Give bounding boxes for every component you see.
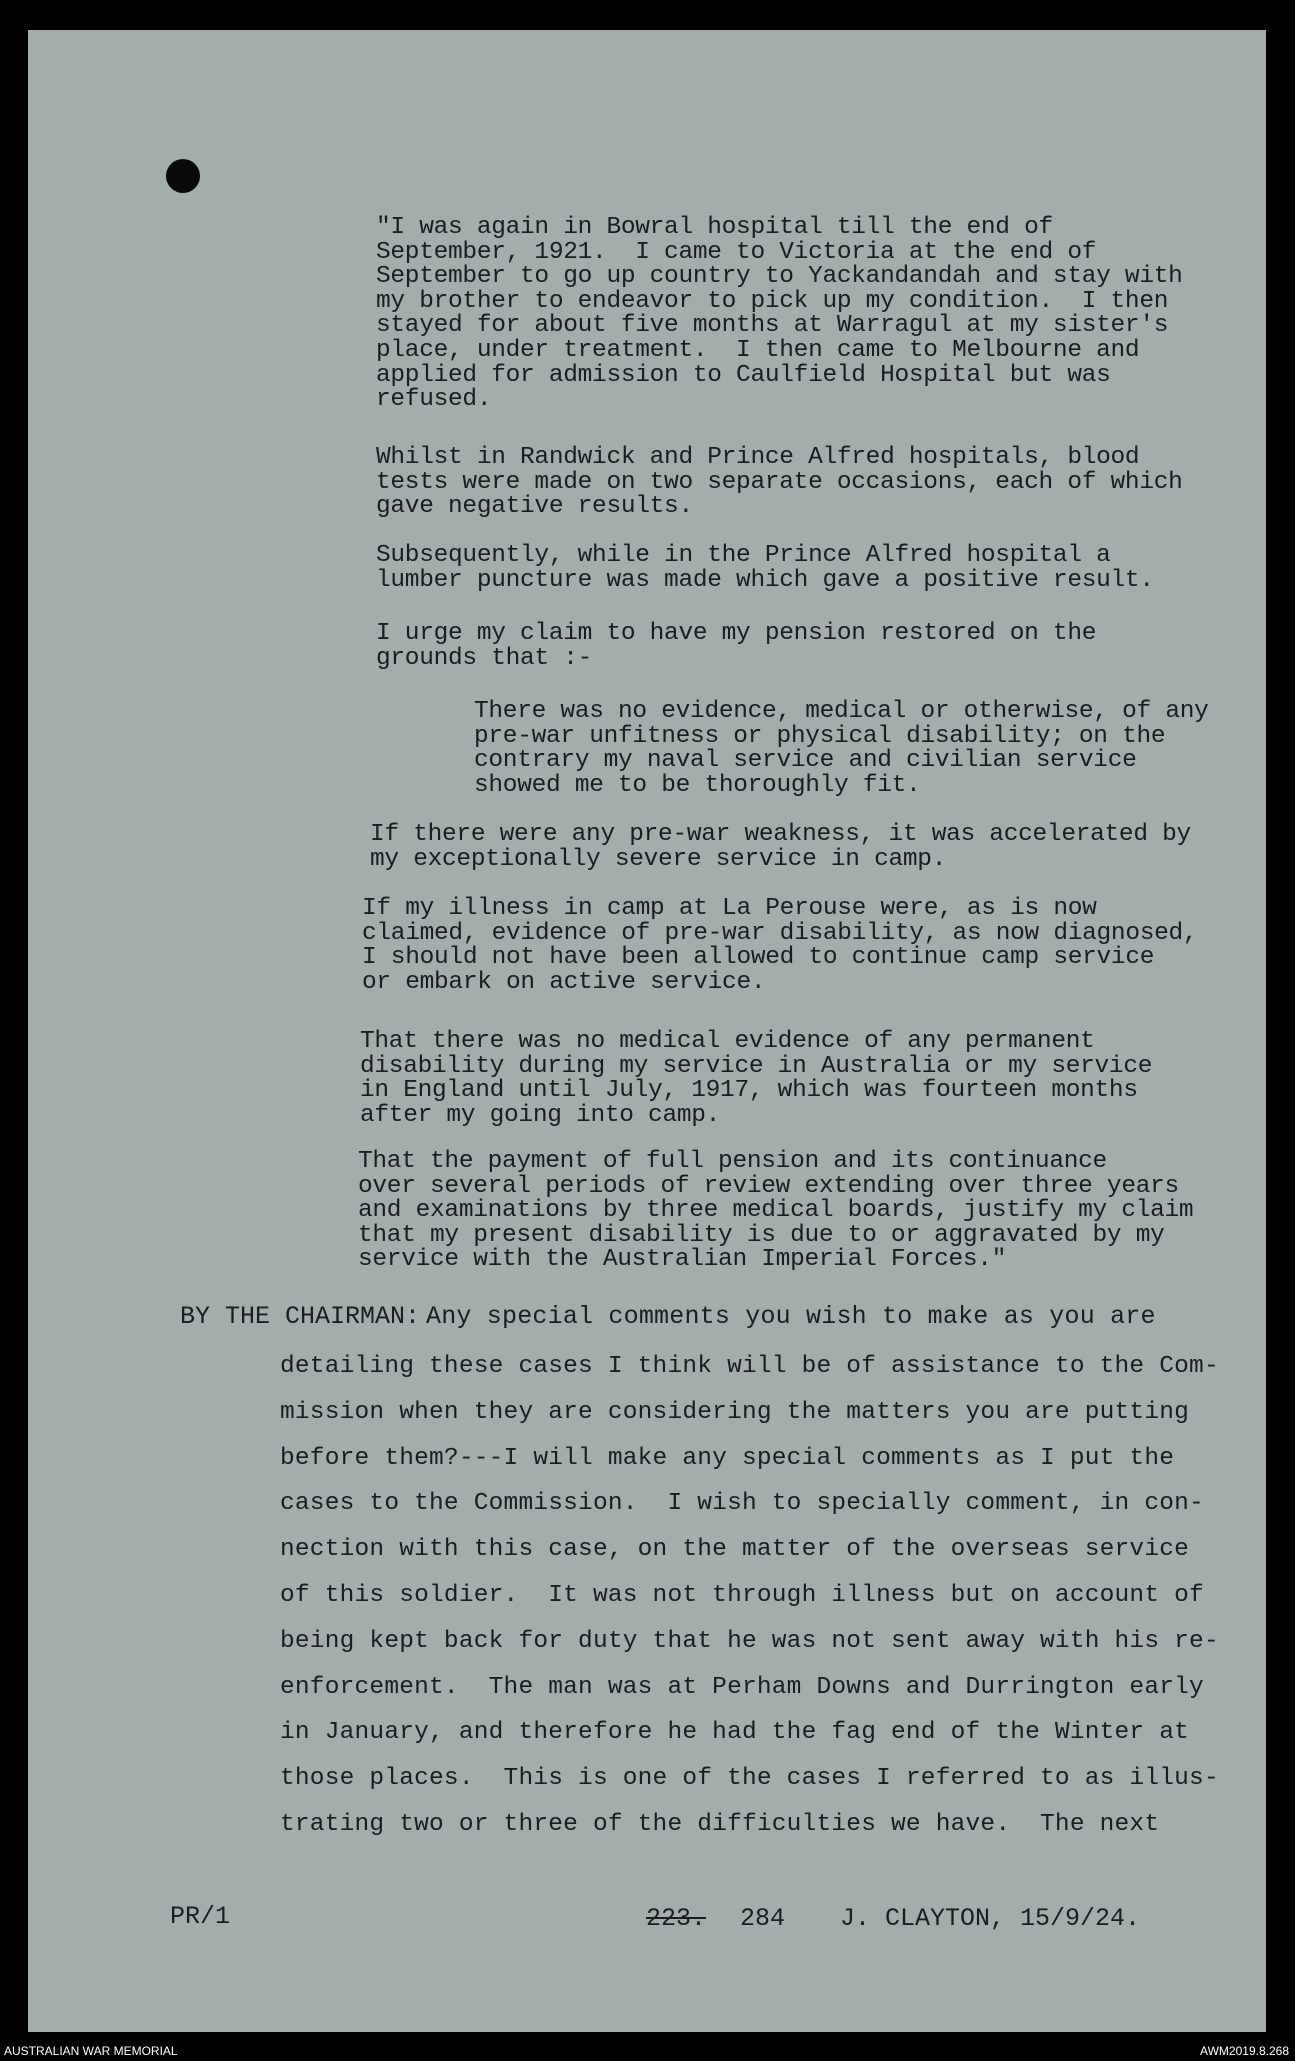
punch-hole (166, 159, 200, 193)
claim-ground-3: If my illness in camp at La Perouse were, as is now claimed, evidence of pre-war disability, as now diagnosed, I should not have been allowed to continue camp service or embark on active service. (362, 895, 1198, 996)
footer-struck-page-number: 223. (646, 1904, 707, 1933)
archive-right-label: AWM2019.8.268 (1200, 2044, 1289, 2058)
archive-footer-bar (0, 2039, 1295, 2061)
claim-ground-2: If there were any pre-war weakness, it was accelerated by my exceptionally severe service in camp. (370, 821, 1191, 873)
chairman-question-first-line: Any special comments you wish to make as you are (426, 1302, 1156, 1331)
chairman-discussion-body: detailing these cases I think will be of assistance to the Com- mission when they are considering the matters you are putting before them?---I will make any special comments as I put the cases to the Commission. I wish to specially comment, in con- nection with this case, on the matter of the overseas service of this soldier. It was not through illness but on account of being kept back for duty that he was not sent away with his re- enforcement. The man was at Perham Downs and Durrington early in January, and therefore he had the fag end of the Winter at those places. This is one of the cases I referred to as illus- trating two or three of the difficulties we have. The next (280, 1353, 1219, 1838)
footer-reference: PR/1 (170, 1902, 231, 1931)
footer-signature-date: J. CLAYTON, 15/9/24. (840, 1904, 1141, 1933)
statement-paragraph-3: Subsequently, while in the Prince Alfred hospital a lumber puncture was made which gave a positive result. (376, 542, 1154, 594)
footer-page-number: 284 (740, 1904, 786, 1933)
archive-left-label: AUSTRALIAN WAR MEMORIAL (4, 2044, 178, 2058)
statement-paragraph-1: "I was again in Bowral hospital till the end of September, 1921. I came to Victoria at the end of September to go up country to Yackandandah and stay with my brother to endeavor to pick up my condition. I then stayed for about five months at Warragul at my sister's place, under treatment. I then came to Melbourne and applied for admission to Caulfield Hospital but was refused. (376, 214, 1183, 414)
claim-ground-4: That there was no medical evidence of any permanent disability during my service in Australia or my service in England until July, 1917, which was fourteen months after my going into camp. (360, 1028, 1153, 1129)
claim-ground-1: There was no evidence, medical or otherwise, of any pre-war unfitness or physical disability; on the contrary my naval service and civilian service showed me to be thoroughly fit. (474, 698, 1209, 799)
statement-paragraph-4: I urge my claim to have my pension restored on the grounds that :- (376, 620, 1097, 672)
statement-paragraph-2: Whilst in Randwick and Prince Alfred hospitals, blood tests were made on two separate occasions, each of which gave negative results. (376, 444, 1183, 521)
chairman-speaker-label: BY THE CHAIRMAN: (180, 1302, 421, 1331)
claim-ground-5: That the payment of full pension and its continuance over several periods of review extending over three years and examinations by three medical boards, justify my claim that my present disability is due to or aggravated by my service with the Australian Imperial Forces." (358, 1148, 1194, 1274)
